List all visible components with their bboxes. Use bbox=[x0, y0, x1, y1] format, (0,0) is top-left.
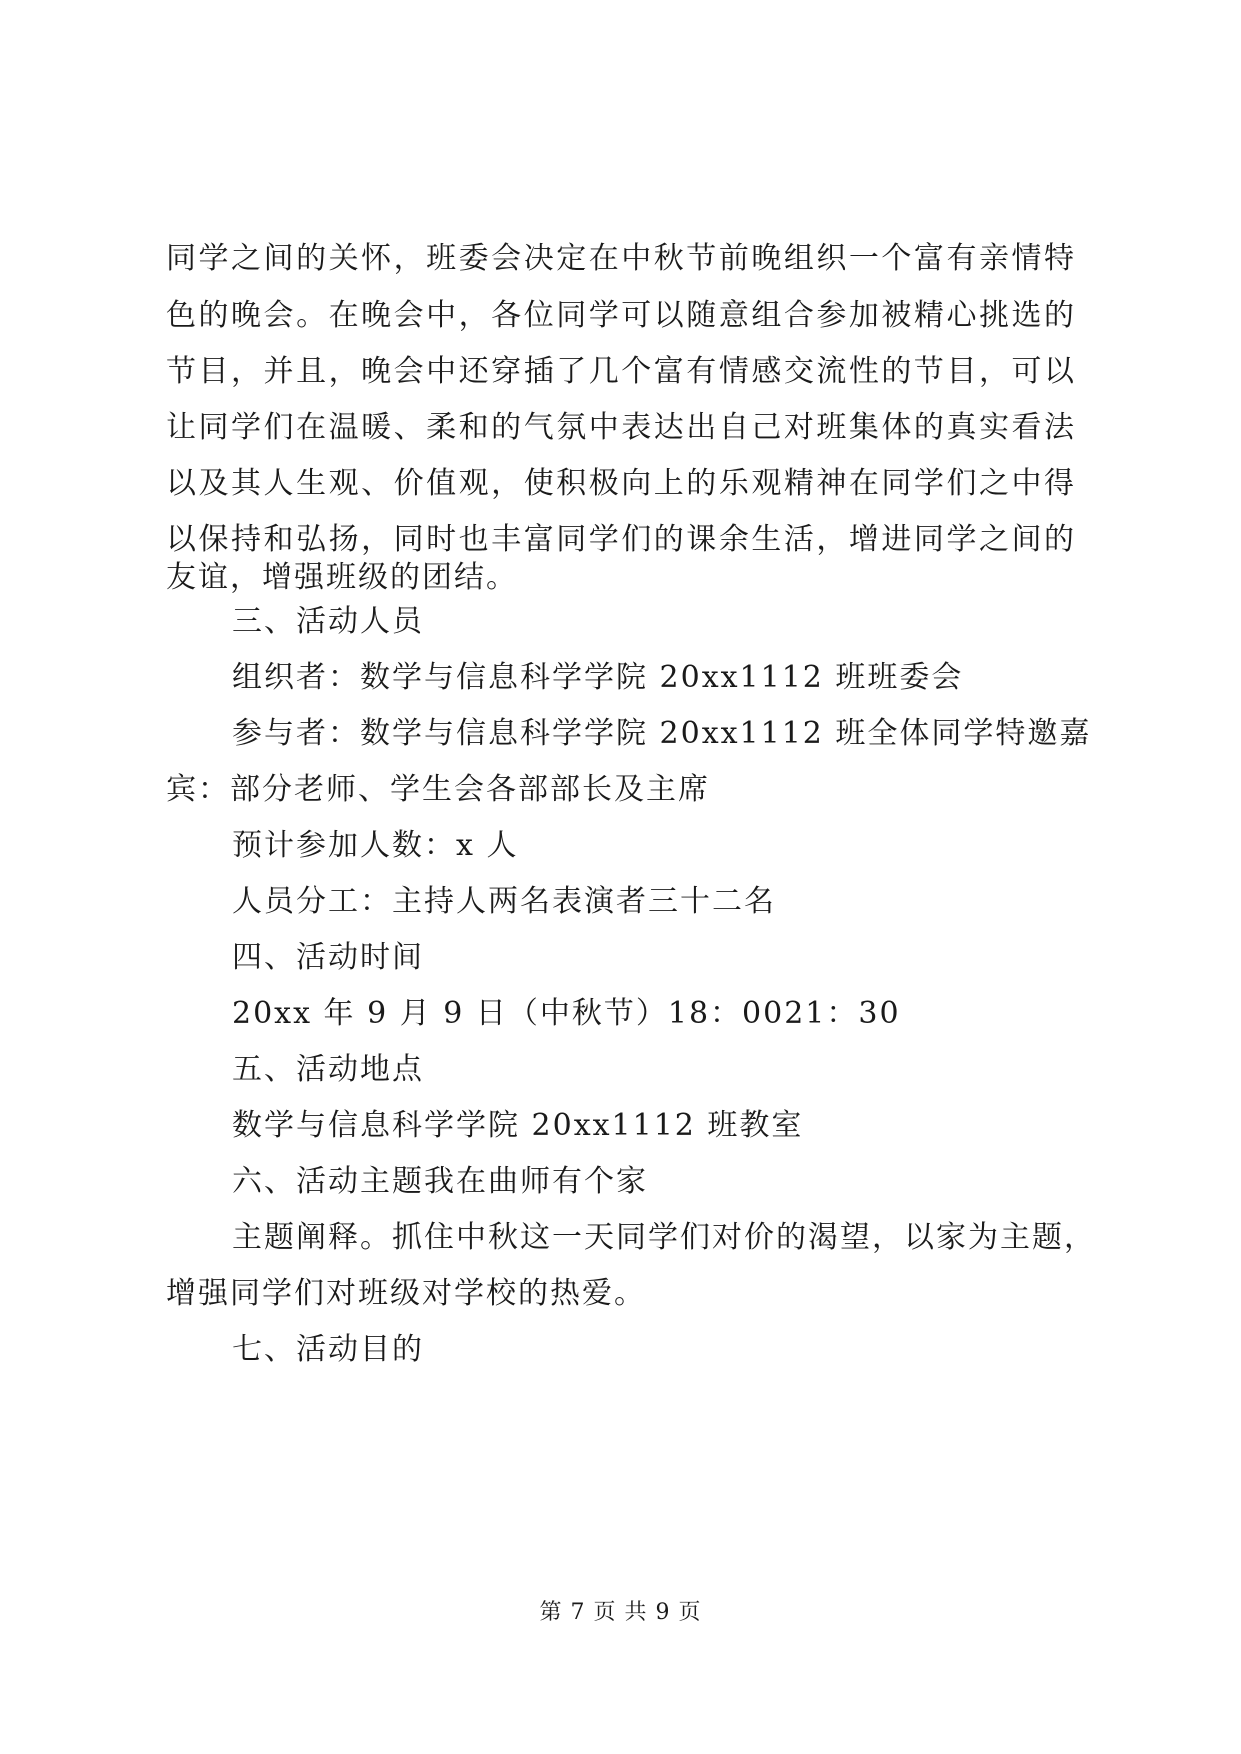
participants-line-1: 参与者：数学与信息科学学院 20xx1112 班全体同学特邀嘉 bbox=[232, 716, 1092, 751]
intro-line-3: 节目，并且，晚会中还穿插了几个富有情感交流性的节目，可以 bbox=[166, 354, 1076, 389]
division-line: 人员分工：主持人两名表演者三十二名 bbox=[232, 884, 776, 919]
intro-line-1: 同学之间的关怀，班委会决定在中秋节前晚组织一个富有亲情特 bbox=[166, 241, 1076, 276]
intro-line-2: 色的晚会。在晚会中，各位同学可以随意组合参加被精心挑选的 bbox=[166, 298, 1076, 333]
section-heading-5: 五、活动地点 bbox=[232, 1052, 424, 1087]
page-footer: 第 7 页 共 9 页 bbox=[539, 1600, 702, 1625]
section-heading-7: 七、活动目的 bbox=[232, 1332, 424, 1367]
intro-line-4: 让同学们在温暖、柔和的气氛中表达出自己对班集体的真实看法 bbox=[166, 410, 1076, 445]
theme-line-1: 主题阐释。抓住中秋这一天同学们对价的渴望，以家为主题， bbox=[232, 1220, 1096, 1255]
location-line: 数学与信息科学学院 20xx1112 班教室 bbox=[232, 1108, 804, 1143]
intro-line-6: 以保持和弘扬，同时也丰富同学们的课余生活，增进同学之间的 bbox=[166, 522, 1076, 557]
organizer-line: 组织者：数学与信息科学学院 20xx1112 班班委会 bbox=[232, 660, 964, 695]
time-line: 20xx 年 9 月 9 日（中秋节）18：0021：30 bbox=[232, 996, 901, 1031]
theme-line-2: 增强同学们对班级对学校的热爱。 bbox=[166, 1276, 646, 1311]
section-heading-3: 三、活动人员 bbox=[232, 604, 424, 639]
expected-count-line: 预计参加人数：x 人 bbox=[232, 828, 519, 863]
participants-line-2: 宾：部分老师、学生会各部部长及主席 bbox=[166, 772, 710, 807]
intro-line-5: 以及其人生观、价值观，使积极向上的乐观精神在同学们之中得 bbox=[166, 466, 1076, 501]
section-heading-6: 六、活动主题我在曲师有个家 bbox=[232, 1164, 648, 1199]
intro-line-7: 友谊，增强班级的团结。 bbox=[166, 560, 518, 595]
section-heading-4: 四、活动时间 bbox=[232, 940, 424, 975]
